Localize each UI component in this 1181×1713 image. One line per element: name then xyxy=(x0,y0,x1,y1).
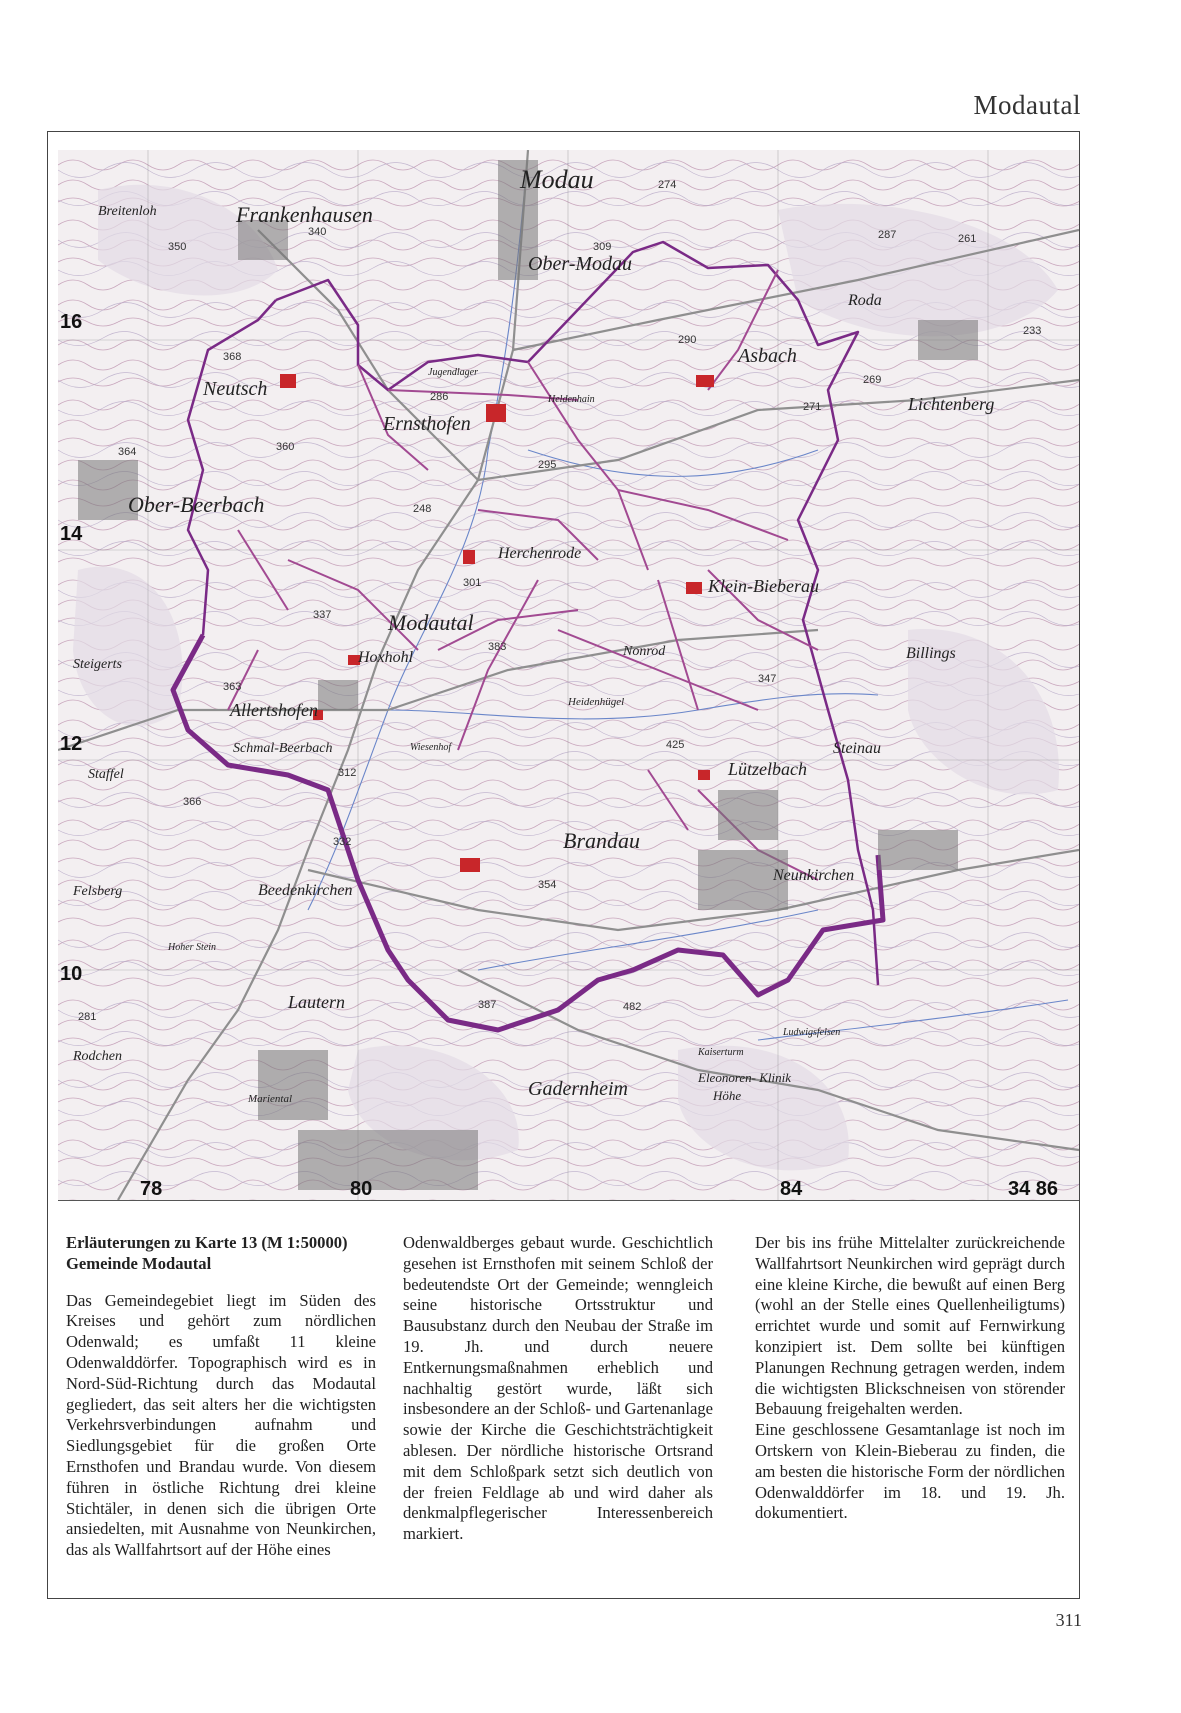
spot-height: 312 xyxy=(338,767,357,779)
place-label: Heidenhügel xyxy=(568,696,625,708)
spot-height: 368 xyxy=(223,351,242,363)
running-head: Modautal xyxy=(973,90,1081,120)
place-label: Klein-Bieberau xyxy=(708,576,819,596)
place-label: Hoxhohl xyxy=(358,649,414,666)
place-label: Neutsch xyxy=(203,378,268,400)
place-label: Höhe xyxy=(713,1088,742,1103)
place-label: Steigerts xyxy=(73,657,122,672)
place-label: Hoher Stein xyxy=(168,942,217,953)
place-label: Felsberg xyxy=(73,884,123,899)
spot-height: 309 xyxy=(593,241,612,253)
spot-height: 383 xyxy=(488,641,507,653)
caption-paragraph: Odenwaldberges gebaut wurde. Geschichtlich gesehen ist Ernsthofen mit seinem Schloß der bedeutendste Ort der Gemeinde; wenngleich seine historische Ortsstruktur und Bausubstanz durch den Neubau der Straße im 19. Jh. und durch neuere Entkernungsmaßnahmen erheblich und nachhaltig gestört wurde, läßt sich insbesondere an der Schloß- und Gartenanlage sowie der Kirche die Geschichtsträchtigkeit ablesen. Der nördliche historische Ortsrand mit dem Schloßpark setzt sich deutlich von der freien Feldlage ab und wird daher als denkmalpflegerischer Interessenbereich markiert. xyxy=(403,1233,713,1544)
place-label: Mariental xyxy=(248,1093,292,1105)
place-label: Neunkirchen xyxy=(773,867,855,884)
caption-column-1 xyxy=(66,1233,376,1561)
place-label: Modau xyxy=(520,165,594,194)
spot-height: 347 xyxy=(758,673,777,685)
grid-label: 78 xyxy=(140,1178,163,1200)
caption-column-3 xyxy=(755,1233,1065,1524)
caption-subtitle: Gemeinde Modautal xyxy=(66,1253,212,1273)
place-label: Jugendlager xyxy=(428,367,478,378)
place-label: Frankenhausen xyxy=(236,202,373,227)
page-number: 311 xyxy=(1055,1610,1082,1630)
spot-height: 364 xyxy=(118,446,137,458)
spot-height: 340 xyxy=(308,226,327,238)
caption-column-2 xyxy=(403,1233,713,1545)
place-label: Schmal-Beerbach xyxy=(233,741,333,756)
spot-height: 271 xyxy=(803,401,822,413)
place-label: Herchenrode xyxy=(498,545,582,562)
spot-height: 425 xyxy=(666,739,685,751)
place-label: Lützelbach xyxy=(728,759,807,779)
place-label: Billings xyxy=(906,645,956,662)
place-label: Brandau xyxy=(563,828,640,853)
spot-height: 281 xyxy=(78,1011,97,1023)
place-label: Asbach xyxy=(738,345,797,367)
grid-label: 84 xyxy=(780,1178,803,1200)
caption-paragraph: Der bis ins frühe Mittelalter zurückreichende Wallfahrtsort Neunkirchen wird geprägt durch eine kleine Kirche, die bewußt auf einen Berg (wohl an der Stelle eines Quellenheiligtums) errichtet wurde und somit auf Fernwirkung konzipiert ist. Dem sollte bei künftigen Planungen Rechnung getragen werden, indem die wichtigsten Blickschneisen von störender Bebauung freigehalten werden. xyxy=(755,1233,1065,1419)
place-label: Heldenhain xyxy=(548,394,595,405)
spot-height: 290 xyxy=(678,334,697,346)
place-label: Ernsthofen xyxy=(383,413,471,435)
caption-paragraph: Eine geschlossene Gesamtanlage ist noch im Ortskern von Klein-Bieberau zu finden, die am besten die historische Form der nördlichen Odenwalddörfer im 18. und 19. Jh. dokumentiert. xyxy=(755,1420,1065,1523)
spot-height: 482 xyxy=(623,1001,642,1013)
place-label: Allertshofen xyxy=(230,700,318,720)
spot-height: 360 xyxy=(276,441,295,453)
grid-label: 12 xyxy=(60,733,83,755)
spot-height: 295 xyxy=(538,459,557,471)
place-label: Gadernheim xyxy=(528,1078,628,1100)
place-label: Wiesenhof xyxy=(410,742,452,753)
spot-height: 354 xyxy=(538,879,557,891)
place-label: Ober-Beerbach xyxy=(128,492,265,517)
spot-height: 366 xyxy=(183,796,202,808)
place-label: Ober-Modau xyxy=(528,253,633,275)
place-label: Eleonoren- Klinik xyxy=(698,1070,792,1085)
place-label: Roda xyxy=(848,292,882,309)
place-label: Lautern xyxy=(288,992,346,1012)
spot-height: 350 xyxy=(168,241,187,253)
spot-height: 269 xyxy=(863,374,882,386)
place-label: Staffel xyxy=(88,767,124,782)
spot-height: 332 xyxy=(333,836,352,848)
spot-height: 261 xyxy=(958,233,977,245)
spot-height: 287 xyxy=(878,229,897,241)
spot-height: 301 xyxy=(463,577,482,589)
caption-title: Erläuterungen zu Karte 13 (M 1:50000) xyxy=(66,1233,348,1252)
grid-label: 14 xyxy=(60,523,83,545)
map-svg xyxy=(58,150,1079,1200)
spot-height: 233 xyxy=(1023,325,1042,337)
place-label: Breitenloh xyxy=(98,204,157,219)
caption-paragraph: Das Gemeindegebiet liegt im Süden des Kreises und gehört zum nördlichen Odenwald; es umfaßt 11 kleine Odenwalddörfer. Topographisch wird es in Nord-Süd-Richtung durch das Modautal gegliedert, das seit alters her die wichtigsten Verkehrsverbindungen aufnahm und Siedlungsgebiet für die großen Orte Ernsthofen und Brandau wurde. Von diesem führen in östliche Richtung drei kleine Stichtäler, in denen sich die übrigen Orte ansiedelten, mit Ausnahme von Neunkirchen, das als Wallfahrtsort auf der Höhe eines xyxy=(66,1290,376,1560)
topographic-map xyxy=(58,150,1079,1201)
grid-label: 16 xyxy=(60,311,83,333)
spot-height: 286 xyxy=(430,391,449,403)
spot-height: 337 xyxy=(313,609,332,621)
spot-height: 274 xyxy=(658,179,677,191)
place-label: Nonrod xyxy=(623,644,666,659)
place-label: Kaiserturm xyxy=(698,1047,744,1058)
spot-height: 248 xyxy=(413,503,432,515)
grid-label: 10 xyxy=(60,963,83,985)
grid-label: 80 xyxy=(350,1178,373,1200)
place-label: Ludwigsfelsen xyxy=(783,1027,841,1038)
place-label: Beedenkirchen xyxy=(258,882,353,899)
place-label: Rodchen xyxy=(73,1049,122,1064)
place-label: Modautal xyxy=(388,610,474,635)
place-label: Lichtenberg xyxy=(908,394,995,414)
grid-label: 34 86 xyxy=(1008,1178,1059,1200)
spot-height: 387 xyxy=(478,999,497,1011)
place-label: Steinau xyxy=(833,740,881,757)
spot-height: 363 xyxy=(223,681,242,693)
